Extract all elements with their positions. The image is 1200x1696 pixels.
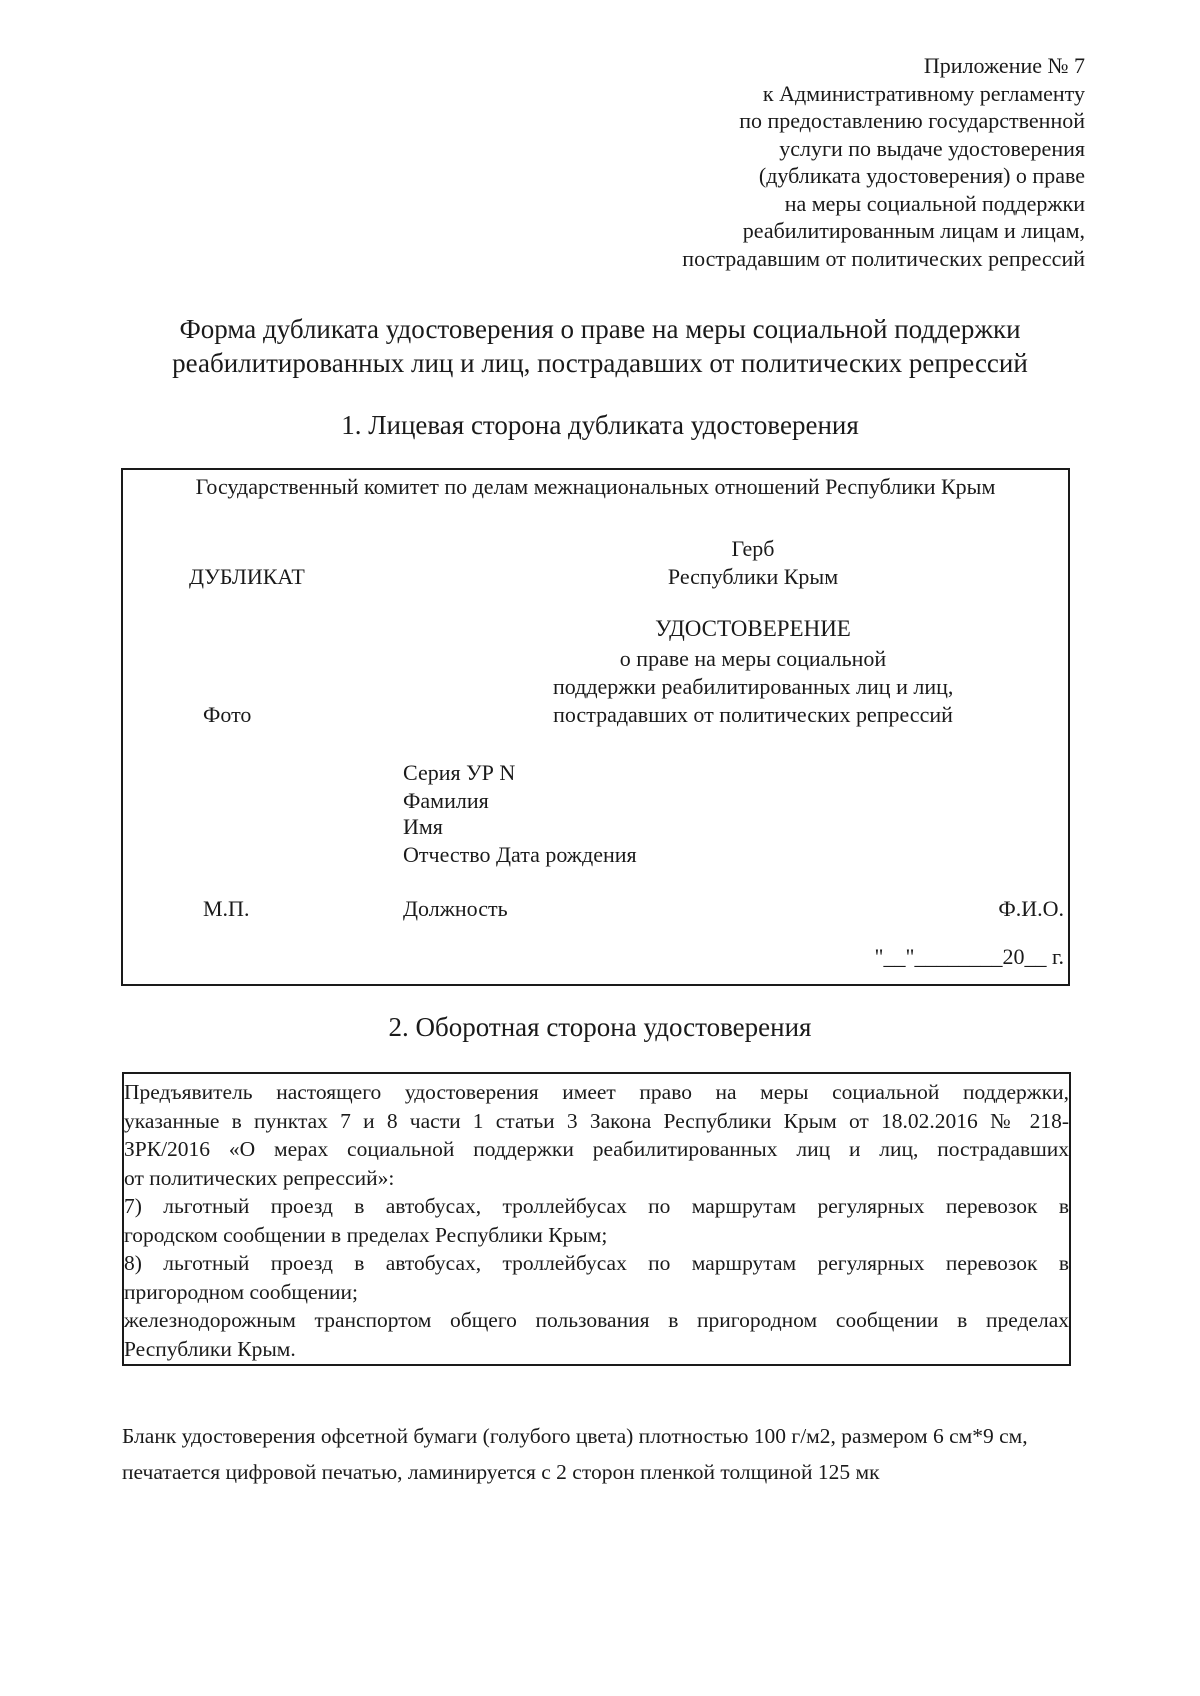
back-side-box [122, 1072, 1071, 1366]
form-title [100, 312, 1100, 380]
item-8-line: пригородном сообщении; [124, 1279, 359, 1304]
full-name-field: Ф.И.О. [998, 896, 1064, 921]
name-field: Имя [403, 814, 443, 839]
appendix-line: на меры социальной поддержки [784, 190, 1085, 216]
appendix-line: пострадавшим от политических репрессий [682, 245, 1085, 271]
form-title-line: Форма дубликата удостоверения о праве на меры социальной поддержки [179, 314, 1021, 344]
certificate-subtitle: поддержки реабилитированных лиц и лиц, [553, 674, 954, 699]
certificate-subtitle: о праве на меры социальной [619, 646, 887, 671]
front-side-heading: 1. Лицевая сторона дубликата удостоверения [341, 410, 859, 440]
issue-date-field: "__"________20__ г. [874, 944, 1064, 969]
certificate-subtitle: пострадавших от политических репрессий [553, 702, 953, 727]
item-8-line: 8) льготный проезд в автобусах, троллейбусах по маршрутам регулярных перевозок в [124, 1251, 1069, 1275]
appendix-line: реабилитированным лицам и лицам, [742, 218, 1085, 243]
rights-text-line: ЗРК/2016 «О мерах социальной поддержки реабилитированных лиц и лиц, пострадавших [124, 1137, 1069, 1161]
committee-name: Государственный комитет по делам межнациональных отношений Республики Крым [195, 474, 996, 499]
rights-text-line: указанные в пунктах 7 и 8 части 1 статьи 3 Закона Республики Крым от 18.02.2016 № 218- [124, 1108, 1069, 1133]
back-side-heading: 2. Оборотная сторона удостоверения [388, 1012, 812, 1042]
appendix-line: Приложение № 7 [923, 53, 1085, 78]
position-field: Должность [403, 896, 508, 921]
stamp-placeholder: М.П. [203, 896, 250, 921]
appendix-line: (дубликата удостоверения) о праве [758, 163, 1085, 188]
duplicate-label: ДУБЛИКАТ [189, 564, 305, 589]
appendix-line: по предоставлению государственной [739, 108, 1085, 133]
emblem-placeholder-line: Республики Крым [667, 564, 839, 589]
patronymic-birthdate-field: Отчество Дата рождения [403, 842, 637, 867]
blank-spec-line: печатается цифровой печатью, ламинируется с 2 сторон пленкой толщиной 125 мк [122, 1460, 880, 1484]
surname-field: Фамилия [403, 788, 489, 813]
rights-text-line: Предъявитель настоящего удостоверения имеет право на меры социальной поддержки, [124, 1080, 1069, 1104]
front-side-box [121, 468, 1070, 986]
appendix-line: к Административному регламенту [762, 80, 1085, 106]
item-7-line: 7) льготный проезд в автобусах, троллейбусах по маршрутам регулярных перевозок в [124, 1194, 1069, 1218]
photo-placeholder: Фото [203, 702, 252, 727]
rights-text-line: от политических репрессий»: [124, 1165, 395, 1190]
appendix-line: услуги по выдаче удостоверения [779, 135, 1085, 161]
item-7-line: городском сообщении в пределах Республики Крым; [124, 1222, 608, 1247]
series-field: Серия УР N [403, 760, 516, 785]
appendix-reference [565, 52, 1085, 272]
emblem-placeholder-line: Герб [731, 536, 775, 561]
blank-spec-line: Бланк удостоверения офсетной бумаги (голубого цвета) плотностью 100 г/м2, размером 6 см*9 см, [122, 1424, 1028, 1448]
certificate-title: УДОСТОВЕРЕНИЕ [655, 616, 851, 641]
railway-line: железнодорожным транспортом общего пользования в пригородном сообщении в пределах [124, 1308, 1069, 1332]
railway-line: Республики Крым. [124, 1336, 296, 1361]
form-title-line: реабилитированных лиц и лиц, пострадавших от политических репрессий [172, 348, 1028, 378]
